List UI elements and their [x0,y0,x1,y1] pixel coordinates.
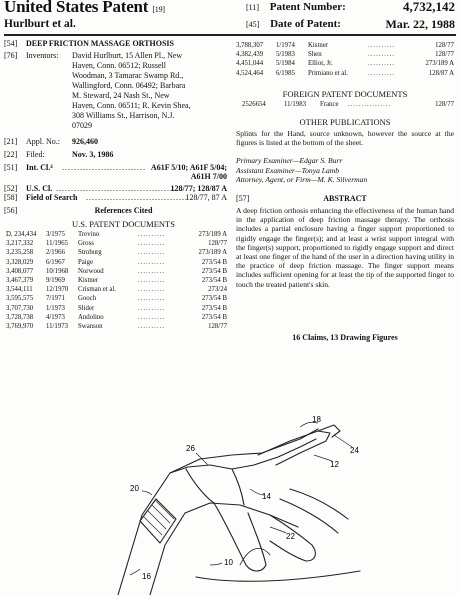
citation-name: Slider [78,304,95,312]
inventor-short: Hurlburt et al. [4,18,76,30]
citation-class: 128/77 [208,323,227,330]
inv-ref-76: [76] [4,51,18,60]
other-pubs-title: OTHER PUBLICATIONS [299,117,391,127]
intcl-ref: [51] [4,163,18,172]
fos-leader: .................................. [86,193,188,202]
inventors-block: David Hurlburt, 15 Allen Pl., New Haven, Conn. 06512; Russell Woodman, 3 Tamarac Swamp Rd., Wallingford, Conn. 06492; Barbara M. Steward, 24 Nash St., New Haven, Conn. 06511; R. Kevin Shea, 308 Williams St., Harrison, N.J. 07029 [72,51,191,130]
citation-number: 3,408,077 [6,267,34,275]
refs-title: References Cited [94,206,153,215]
citation-class: 273/54 B [201,295,227,303]
filed-value: Nov. 3, 1986 [72,150,114,159]
citation-row [6,323,227,332]
citation-class: 128/77 [435,51,454,59]
filed-ref: [22] [4,150,18,159]
citation-date: 4/1973 [46,313,65,321]
citation-date: 11/1965 [46,240,69,248]
citation-row [6,305,227,314]
intcl-label: Int. Cl.⁴ [26,163,53,172]
title-ref-54: [54] [4,39,18,48]
attorney: Attorney, Agent, or Firm—M. K. Silverman [236,175,368,184]
citation-row [236,70,454,79]
abstract-title: ABSTRACT [323,194,367,203]
citation-number: 4,524,464 [236,69,264,77]
citation-class: 273/54 B [201,267,227,275]
citation-class: 128/77 [435,42,454,49]
citation-date: 12/1970 [46,286,69,294]
citation-row [6,268,227,277]
citation-leader: .......... [368,69,395,77]
citation-date: 6/1967 [46,258,65,266]
fos-label: Field of Search [26,193,78,202]
citation-name: Gross [78,240,94,248]
citation-name: Stroburg [78,249,102,257]
fos-value: 128/77, 87 A [185,193,227,202]
citation-number: 3,467,379 [6,277,34,284]
intcl-leader: ............................ [62,163,146,172]
fig-label-26: 26 [186,444,195,453]
citation-date: 11/1973 [46,323,69,330]
fig-label-10: 10 [224,558,233,567]
invention-title: DEEP FRICTION MASSAGE ORTHOSIS [26,39,174,48]
citation-leader: .......... [138,267,165,275]
fig-label-24: 24 [350,446,359,455]
uscl-label: U.S. Cl. [26,184,53,193]
inventors-label: Inventors: [26,51,59,60]
citation-name: Kistner [78,277,99,284]
fig-label-14: 14 [262,492,271,501]
citation-date: 7/1971 [46,295,65,303]
citation-date: 5/1984 [276,60,295,68]
fig-label-18: 18 [312,415,321,424]
hand-orthosis-drawing [0,395,460,595]
citation-number: 4,451,044 [236,60,264,68]
citation-class: 273/54 B [201,258,227,266]
fig-label-16: 16 [142,572,151,581]
refs-ref: [56] [4,206,18,215]
citation-row [6,295,227,304]
citation-row [236,60,454,69]
citation-date: 6/1985 [276,69,295,77]
patent-date: Mar. 22, 1988 [385,17,455,31]
citation-leader: .......... [138,313,165,321]
citation-date: 5/1983 [276,51,295,59]
citation-row [6,314,227,323]
citation-leader: .......... [368,60,395,68]
us-docs-title: U.S. PATENT DOCUMENTS [72,219,175,229]
citation-number: 3,728,738 [6,313,34,321]
title-ref: [19] [152,5,165,14]
citation-leader: .......... [138,249,165,257]
primary-examiner: Primary Examiner—Edgar S. Burr [236,156,343,165]
appl-value: 926,460 [72,137,98,146]
citation-number: 3,544,111 [6,286,33,294]
citation-name: Primiano et al. [308,69,348,77]
intcl-value2: A61H 7/00 [190,172,227,181]
citation-number: 3,788,307 [236,42,264,49]
fos-ref: [58] [4,193,18,202]
uscl-ref: [52] [4,184,18,193]
citation-date: 10/1968 [46,267,69,275]
citation-name: Swanson [78,323,103,330]
citation-name: Norwood [78,267,104,275]
citation-row [6,249,227,258]
citation-row [6,286,227,295]
citation-row [236,51,454,60]
fig-label-22: 22 [286,532,295,541]
citation-class: 273/54 B [201,313,227,321]
examiners-block [236,156,367,185]
citation-leader: .......... [368,51,395,59]
citation-leader: .......... [138,304,165,312]
citation-class: 128/77 [208,240,227,248]
citation-class: 273/189 A [198,231,227,238]
citation-class: 128/87 A [428,69,454,77]
citation-class: 273/189 A [425,60,454,68]
citation-leader: .......... [138,240,165,248]
citation-date: 9/1969 [46,277,65,284]
citation-row [236,42,454,51]
citation-name: Trevino [78,231,100,238]
patent-title: United States Patent [19] [4,0,165,16]
citation-name: Gooch [78,295,97,303]
fig-label-12: 12 [330,460,339,469]
citation-leader: .......... [138,258,165,266]
citation-name: Shen [308,51,322,59]
uscl-leader: .......................................... [56,184,182,193]
foreign-row: 2526654 11/1983 France ................ 128/77 [242,101,454,108]
citation-row [6,240,227,249]
citation-class: 273/189 A [198,249,227,257]
assistant-examiner: Assistant Examiner—Tonya Lamb [236,165,340,175]
patent-number: 4,732,142 [403,0,455,14]
citation-date: 3/1975 [46,231,65,238]
citation-number: 3,217,332 [6,240,34,248]
header-rule [4,34,456,36]
citation-row [6,231,227,240]
fig-label-20: 20 [130,484,139,493]
citation-leader: .......... [138,277,165,284]
citation-leader: .......... [138,323,165,330]
citation-number: D. 234,434 [6,231,37,238]
thumb-outline [214,503,266,571]
citation-number: 3,769,970 [6,323,34,330]
citation-leader: .......... [138,295,165,303]
forearm-outline [118,429,318,595]
patent-number-line: [11] Patent Number: [246,1,346,13]
citation-leader: .......... [138,286,165,294]
other-pubs-text: Splints for the Hand, source unknown, however the source at the figures is listed at the bottom of the sheet. [236,129,454,148]
citation-number: 3,328,029 [6,258,34,266]
citation-name: Kistner [308,42,329,49]
citation-class: 273/24 [208,286,227,294]
appl-ref: [21] [4,137,18,146]
citation-row [6,259,227,268]
citation-number: 4,382,439 [236,51,264,59]
citation-name: Paige [78,258,94,266]
citation-name: Crisman et al. [78,286,116,294]
citation-class: 273/54 B [201,304,227,312]
intcl-value: A61F 5/10; A61F 5/04; [150,163,227,172]
citation-number: 3,707,730 [6,304,34,312]
citation-class: 273/54 B [201,277,227,284]
citation-number: 3,595,575 [6,295,34,303]
date-line: [45] Date of Patent: [246,18,341,30]
foreign-title: FOREIGN PATENT DOCUMENTS [282,89,408,99]
citation-date: 1/1973 [46,304,65,312]
citation-leader: .......... [138,231,165,238]
citation-date: 2/1966 [46,249,65,257]
abstract-ref: [57] [236,194,250,203]
citation-name: Andolino [78,313,104,321]
citation-name: Elliot, Jr. [308,60,333,68]
citation-number: 3,235,258 [6,249,34,257]
abstract-text: A deep friction orthosis enhancing the effectiveness of the human hand in the application of deep friction massage therapy. The orthosis includes a partial enclosure having a finger support proportioned to rigidly engage the finger(s); and at least a wrist support integral with the finger(s) support, proportioned to rigidly engage support and direct at least one finger of the hand of the user in a direction having utility in the practice of deep friction massage. The finger support means includes sufficient opening for at least the tip of the supported finger to touch the treated patient's skin. [236,206,454,289]
citation-row [6,277,227,286]
claims-line: 16 Claims, 13 Drawing Figures [292,333,398,342]
citation-date: 1/1974 [276,42,295,49]
filed-label: Filed: [26,150,45,159]
appl-label: Appl. No.: [26,137,60,146]
citation-leader: .......... [368,42,395,49]
uscl-value: 128/77; 128/87 A [170,184,227,193]
